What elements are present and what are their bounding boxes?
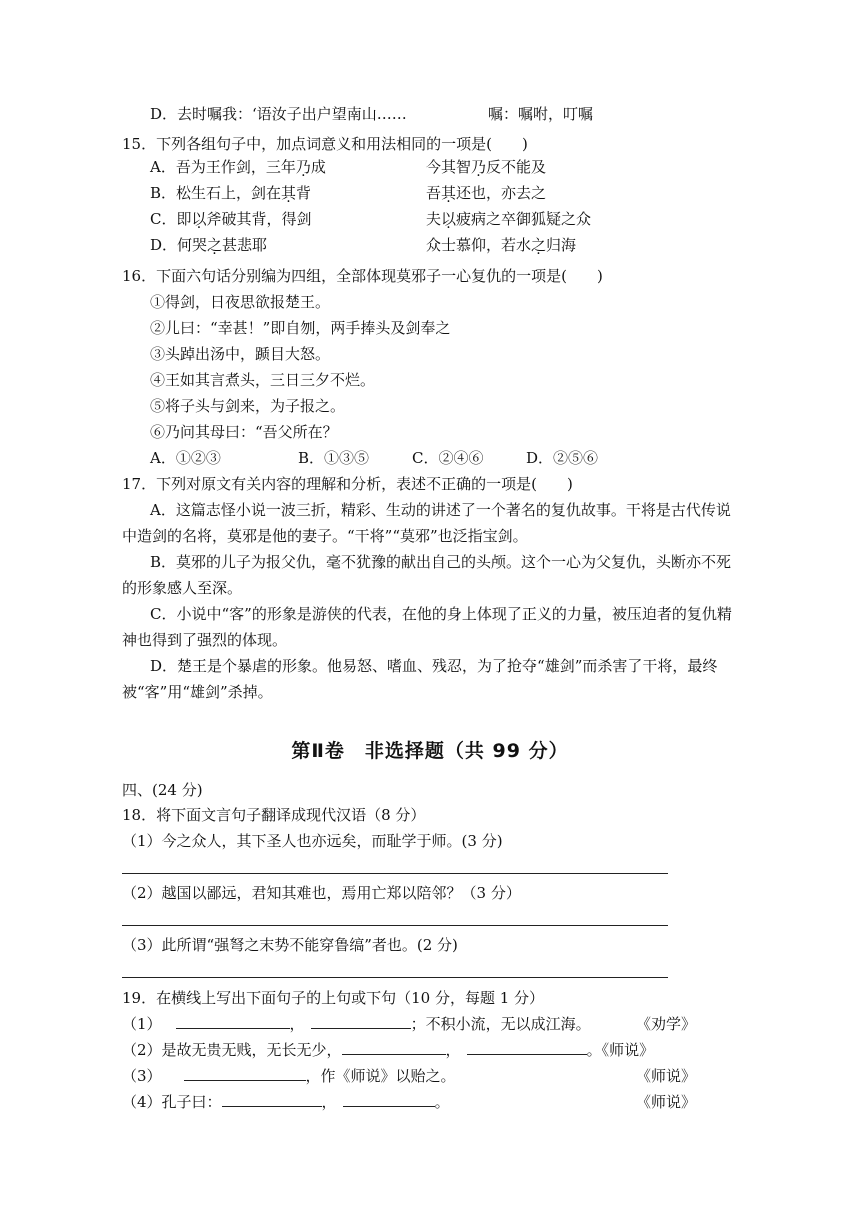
q15-option-c-right: 夫以疲病之卒御狐疑之众 [426, 210, 592, 228]
q14-option-d-gloss: 嘱：嘱咐，叮嘱 [488, 105, 594, 123]
emphasis-dot-char: 之 [207, 236, 223, 254]
q15-option-a-right: 今其智乃反不能及 [426, 158, 547, 176]
q14-option-d: D．去时嘱我：‘语汝子出户望南山…… [150, 105, 407, 123]
answer-line[interactable] [122, 977, 668, 978]
q16-item: ⑥乃问其母曰：“吾父所在？ [150, 423, 338, 441]
emphasis-dot-char: 其 [441, 184, 457, 202]
q17-option-d: D．楚王是个暴虐的形象。他易怒、嗜血、残忍，为了抢夺“雄剑”而杀害了干将，最终被“客”用“雄剑”杀掉。 [122, 657, 718, 701]
q16-choice-a: A．①②③ [150, 449, 221, 467]
source-citation: 《师说》 [601, 1041, 655, 1059]
fill-blank[interactable] [184, 1066, 306, 1081]
q15-option-b-left: B．松生石上，剑在其背 [150, 184, 312, 202]
section-four-heading: 四、(24 分) [122, 781, 203, 799]
q16-item: ④王如其言煮头，三日三夕不烂。 [150, 371, 376, 389]
fill-blank[interactable] [342, 1040, 446, 1055]
emphasis-dot-char: 乃 [295, 158, 311, 176]
emphasis-dot-char: 其 [281, 184, 297, 202]
q15-stem: 15．下列各组句子中，加点词意义和用法相同的一项是( ) [122, 135, 528, 153]
q16-choice-d: D．②⑤⑥ [526, 449, 599, 467]
source-citation: 《师说》 [636, 1067, 697, 1085]
q16-item: ①得剑，日夜思欲报楚王。 [150, 293, 331, 311]
q16-item: ③头踔出汤中，踬目大怒。 [150, 345, 331, 363]
fill-blank[interactable] [343, 1092, 435, 1107]
q15-option-b-right: 吾其还也，亦去之 [426, 184, 547, 202]
q16-choice-c: C．②④⑥ [412, 449, 484, 467]
fill-blank[interactable] [311, 1014, 411, 1029]
q15-option-c-left: C．即以斧破其背，得剑 [150, 210, 312, 228]
source-citation: 《师说》 [636, 1093, 697, 1111]
q18-item-2: （2）越国以鄙远，君知其难也，焉用亡郑以陪邻？（3 分） [122, 884, 521, 902]
q19-stem: 19．在横线上写出下面句子的上句或下句（10 分，每题 1 分） [122, 989, 545, 1007]
q15-option-a-left: A．吾为王作剑，三年乃成 [150, 158, 326, 176]
q17-stem: 17．下列对原文有关内容的理解和分析，表述不正确的一项是( ) [122, 475, 573, 493]
q17-option-b: B．莫邪的儿子为报父仇，毫不犹豫的献出自己的头颅。这个一心为父复仇，头断亦不死的形象感人至深。 [122, 553, 732, 597]
emphasis-dot-char: 之 [531, 236, 547, 254]
q18-stem: 18．将下面文言句子翻译成现代汉语（8 分） [122, 806, 426, 824]
part-two-title: 第Ⅱ卷 非选择题（共 99 分） [291, 740, 569, 762]
fill-blank[interactable] [467, 1040, 587, 1055]
emphasis-dot-char: 以 [441, 210, 457, 228]
q19-line-1: （1） ， ；不积小流，无以成江海。 [122, 1015, 591, 1033]
q17-option-c: C．小说中“客”的形象是游侠的代表，在他的身上体现了正义的力量，被压迫者的复仇精神也得到了强烈的体现。 [122, 605, 732, 649]
emphasis-dot-char: 乃 [471, 158, 487, 176]
q16-stem: 16．下面六句话分别编为四组，全部体现莫邪子一心复仇的一项是( ) [122, 267, 603, 285]
emphasis-dot-char: 以 [191, 210, 207, 228]
q19-line-4: （4）孔子曰： ， 。 [122, 1093, 450, 1111]
q18-item-3: （3）此所谓“强弩之末势不能穿鲁缟”者也。(2 分) [122, 936, 458, 954]
q15-option-d-right: 众士慕仰，若水之归海 [426, 236, 577, 254]
q18-item-1: （1）今之众人，其下圣人也亦远矣，而耻学于师。(3 分) [122, 832, 503, 850]
q16-choice-b: B．①③⑤ [298, 449, 370, 467]
fill-blank[interactable] [176, 1014, 290, 1029]
q17-option-a: A．这篇志怪小说一波三折，精彩、生动的讲述了一个著名的复仇故事。干将是古代传说中造剑的名将，莫邪是他的妻子。“干将”“莫邪”也泛指宝剑。 [122, 501, 731, 545]
q15-option-d-left: D．何哭之甚悲耶 [150, 236, 268, 254]
answer-line[interactable] [122, 873, 668, 874]
answer-line[interactable] [122, 925, 668, 926]
source-citation: 《劝学》 [636, 1015, 697, 1033]
q16-item: ②儿曰：“幸甚！”即自刎，两手捧头及剑奉之 [150, 319, 451, 337]
fill-blank[interactable] [222, 1092, 322, 1107]
q19-line-2: （2）是故无贵无贱，无长无少， ， 。《师说》 [122, 1041, 655, 1059]
q16-item: ⑤将子头与剑来，为子报之。 [150, 397, 346, 415]
q19-line-3: （3） ，作《师说》以贻之。 [122, 1067, 456, 1085]
